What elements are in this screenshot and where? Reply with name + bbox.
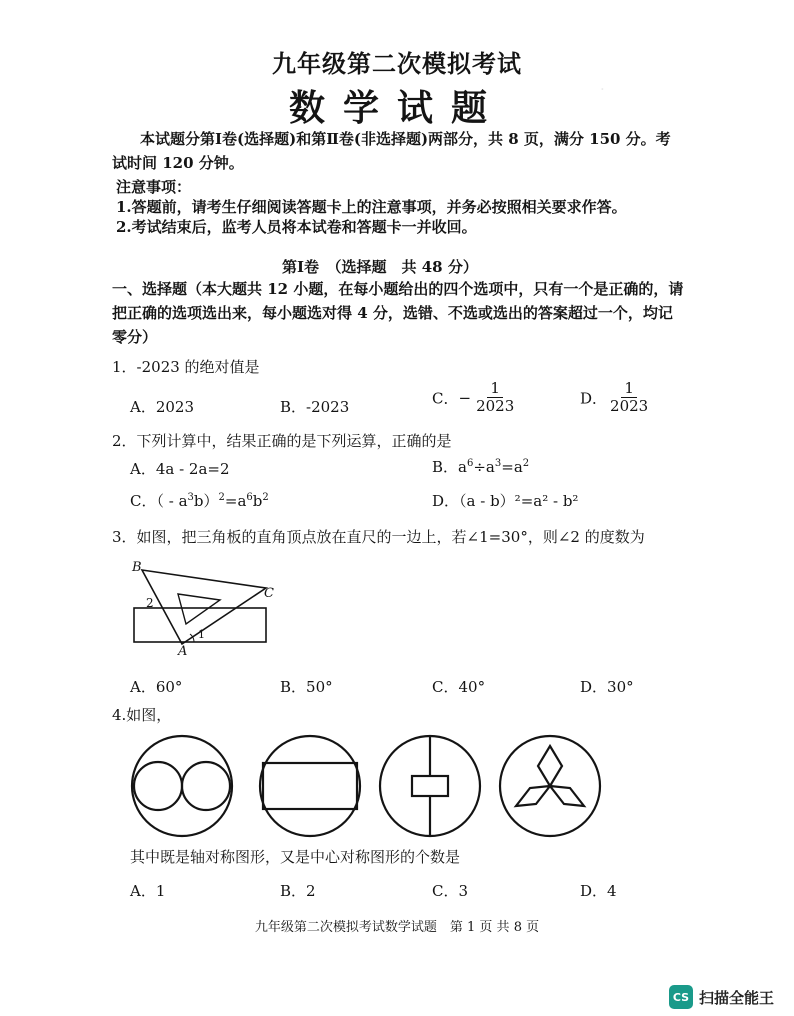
q2-option-b-expr: $a^6\div a^3=a^2$ bbox=[458, 458, 530, 476]
fraction-numerator: 1 bbox=[621, 380, 637, 398]
figure-three-rhombi bbox=[500, 736, 600, 836]
exam-title: 九年级第二次模拟考试 bbox=[272, 49, 522, 78]
q1-option-c-label: C． bbox=[432, 389, 459, 408]
bleed-through-text: · bbox=[600, 80, 605, 98]
q3-option-d: D．30° bbox=[580, 678, 634, 696]
q4-stem: 4.如图， bbox=[112, 706, 172, 724]
q3-label-c: C bbox=[264, 586, 274, 601]
section-heading: 第Ⅰ卷 （选择题 共 48 分） bbox=[282, 258, 478, 276]
q3-label-a: A bbox=[178, 644, 188, 659]
notice-title: 注意事项： bbox=[116, 178, 192, 196]
subject-title: 数学试题 bbox=[288, 87, 505, 129]
fraction-denominator: 2023 bbox=[476, 397, 515, 416]
q1-option-d-label: D． bbox=[580, 389, 608, 408]
q2-option-b-label: B． bbox=[432, 458, 459, 476]
fraction-numerator: 1 bbox=[487, 380, 503, 398]
intro-line-2: 试时间 120 分钟。 bbox=[112, 154, 244, 172]
q4-option-d: D．4 bbox=[580, 882, 617, 900]
q2-option-b bbox=[432, 456, 529, 477]
q2-option-a: A．4a - 2a=2 bbox=[130, 460, 230, 478]
q3-label-b: B bbox=[132, 560, 142, 575]
q2-option-c-expr: （ - $a^3b)^2=a^6b^2$ bbox=[156, 492, 269, 510]
section-desc-1: 一、选择题（本大题共 12 小题，在每小题给出的四个选项中，只有一个是正确的，请 bbox=[112, 280, 684, 298]
page-footer: 九年级第二次模拟考试数学试题 第 1 页 共 8 页 bbox=[254, 920, 540, 935]
q1-option-d-fraction bbox=[607, 380, 651, 416]
q3-option-c: C．40° bbox=[432, 678, 486, 696]
minus-sign: − bbox=[458, 388, 472, 407]
q1-option-c bbox=[432, 380, 517, 416]
q4-question: 其中既是轴对称图形，又是中心对称图形的个数是 bbox=[130, 848, 461, 866]
q4-option-a: A．1 bbox=[130, 882, 166, 900]
q3-option-b: B．50° bbox=[280, 678, 333, 696]
notice-2: 2.考试结束后，监考人员将本试卷和答题卡一并收回。 bbox=[116, 218, 477, 236]
q3-stem: 3．如图，把三角板的直角顶点放在直尺的一边上，若∠1=30°，则∠2 的度数为 bbox=[112, 528, 645, 546]
q1-option-b: B．-2023 bbox=[280, 398, 350, 416]
q2-option-d: D．（a - b）²=a² - b² bbox=[432, 492, 579, 510]
figure-two-circles bbox=[132, 736, 232, 836]
camscanner-logo-icon: CS bbox=[669, 985, 693, 1009]
q3-option-a: A．60° bbox=[130, 678, 183, 696]
section-desc-3: 零分） bbox=[112, 328, 158, 346]
triangle-inner bbox=[178, 594, 220, 624]
q4-figures bbox=[126, 732, 606, 842]
section-desc-2: 把正确的选项选出来，每小题选对得 4 分，选错、不选或选出的答案超过一个，均记 bbox=[112, 304, 673, 322]
q2-option-c-label: C． bbox=[130, 492, 157, 510]
q1-option-d bbox=[580, 380, 651, 416]
fraction-denominator: 2023 bbox=[610, 397, 649, 416]
q1-stem: 1．-2023 的绝对值是 bbox=[112, 358, 260, 376]
q4-option-b: B．2 bbox=[280, 882, 316, 900]
scanner-badge-label: 扫描全能王 bbox=[698, 988, 774, 1007]
scanner-badge bbox=[665, 984, 782, 1010]
figure-rectangle bbox=[260, 736, 360, 836]
q1-option-c-fraction bbox=[473, 380, 517, 416]
q2-stem: 2．下列计算中，结果正确的是下列运算，正确的是 bbox=[112, 432, 452, 450]
q3-label-1: 1 bbox=[198, 628, 205, 641]
q4-option-c: C．3 bbox=[432, 882, 469, 900]
figure-vertical-line-square bbox=[380, 736, 480, 836]
q1-option-a: A．2023 bbox=[130, 398, 195, 416]
q3-label-2: 2 bbox=[146, 596, 154, 610]
notice-1: 1.答题前，请考生仔细阅读答题卡上的注意事项，并务必按照相关要求作答。 bbox=[116, 198, 627, 216]
q2-option-c bbox=[130, 490, 269, 511]
intro-line-1: 本试题分第Ⅰ卷(选择题)和第Ⅱ卷(非选择题)两部分，共 8 页，满分 150 分。考 bbox=[140, 130, 671, 148]
